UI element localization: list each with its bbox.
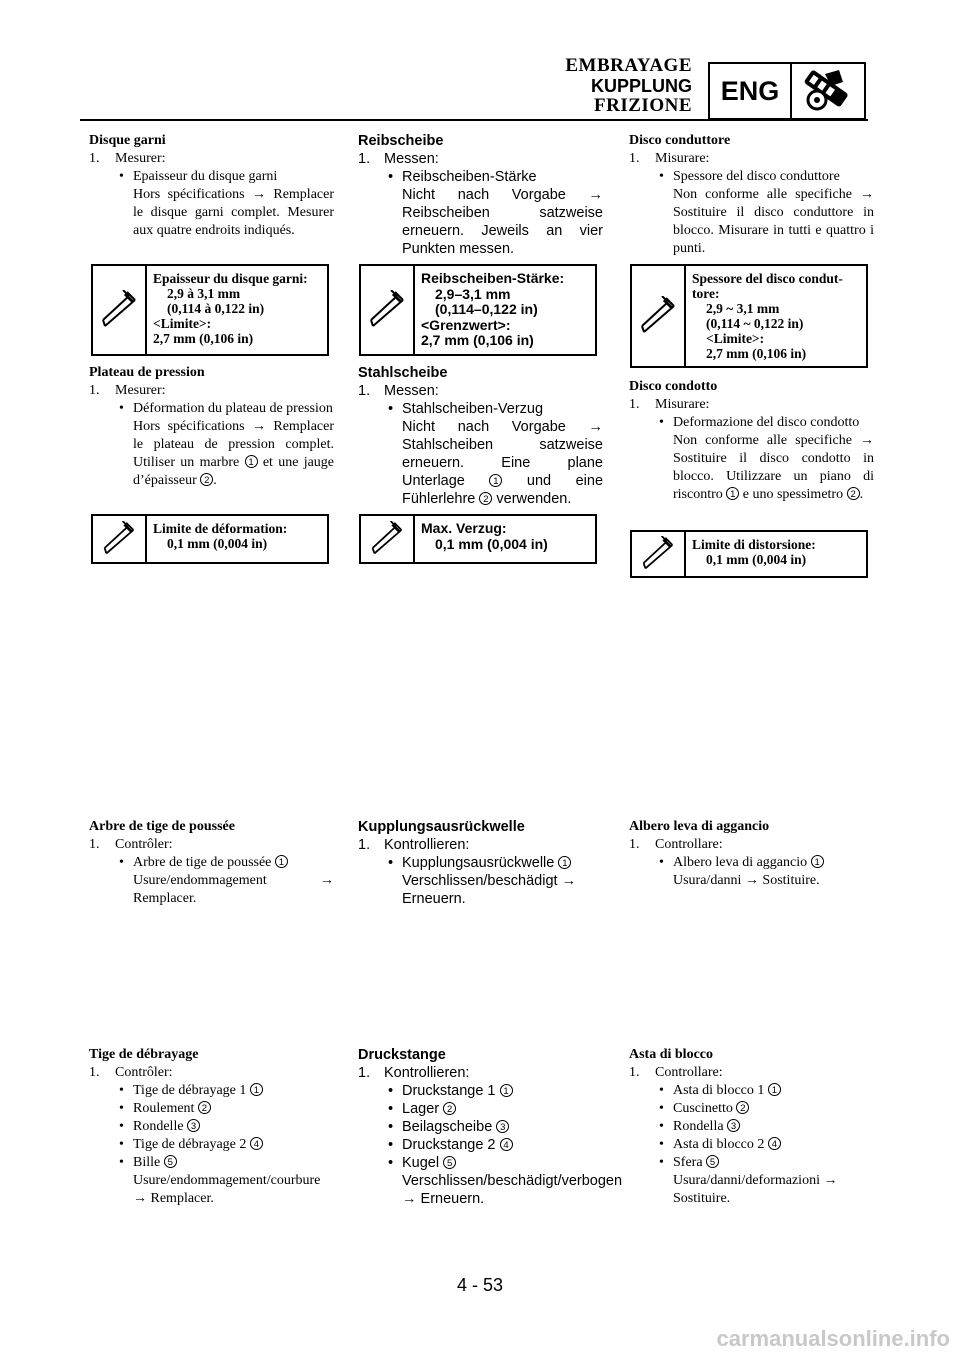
bullet-item: • Asta di blocco 2 4 (629, 1136, 874, 1154)
step-detail: Nicht nach Vorgabe → Stahlscheiben satzweise erneuern. Eine plane Unterlage 1 und eine Fühlerlehre 2 verwenden. (402, 419, 604, 507)
it-sec4 (629, 1046, 874, 1208)
fr-sec1 (89, 132, 334, 240)
section-heading: Disque garni (89, 133, 166, 148)
bullet-item: • Cuscinetto 2 (629, 1100, 874, 1118)
caliper-icon (93, 266, 147, 354)
fr-sec2 (89, 364, 334, 490)
bullet-item: • Beilagscheibe 3 (358, 1118, 603, 1136)
title-de: KUPPLUNG (590, 76, 692, 96)
section-heading: Kupplungsausrückwelle (358, 819, 525, 835)
section-heading: Plateau de pression (89, 365, 205, 380)
bullet-item: • Albero leva di aggancio 1 (629, 854, 874, 872)
callout-4: 4 (500, 1138, 513, 1151)
bullet-item: • Bille 5 (89, 1154, 334, 1172)
de-spec-thickness (359, 264, 597, 356)
spec-limit-label: <Limite>: (153, 316, 212, 331)
callout-2: 2 (198, 1101, 211, 1114)
bullet-item: • Reibscheiben-Stärke (388, 169, 537, 185)
it-sec3 (629, 818, 874, 890)
bullet-item: • Déformation du plateau de pression (119, 401, 333, 416)
callout-1: 1 (250, 1083, 263, 1096)
section-heading: Tige de débrayage (89, 1047, 199, 1062)
callout-1: 1 (558, 856, 571, 869)
spec-value: 0,1 mm (0,004 in) (167, 536, 268, 551)
step: 1. Messen: (358, 383, 439, 399)
bullet-item: • Kupplungsausrückwelle 1 (358, 854, 603, 872)
spec-value: (0,114 ~ 0,122 in) (706, 316, 804, 331)
callout-1: 1 (726, 487, 739, 500)
step: 1. Mesurer: (89, 383, 166, 398)
callout-2: 2 (736, 1101, 749, 1114)
bullet-item: • Arbre de tige de poussée 1 (89, 854, 334, 872)
bullet-item: • Lager 2 (358, 1100, 603, 1118)
bullet-item: • Asta di blocco 1 1 (629, 1082, 874, 1100)
bullet-item: • Tige de débrayage 1 1 (89, 1082, 334, 1100)
callout-1: 1 (811, 855, 824, 868)
watermark: carmanualsonline.info (716, 1326, 950, 1351)
bullet-item: • Kugel 5 (358, 1154, 603, 1172)
title-fr: EMBRAYAGE (565, 55, 692, 76)
step: 1. Kontrollieren: (358, 837, 470, 853)
step-detail: Non conforme alle specifiche → Sostituire il disco conduttore in blocco. Misurare in tutti e quattro i punti. (673, 187, 874, 256)
section-heading: Stahlscheibe (358, 365, 448, 381)
callout-2: 2 (847, 487, 860, 500)
section-heading: Disco conduttore (629, 133, 731, 148)
spec-value: 2,9 à 3,1 mm (167, 286, 241, 301)
callout-1: 1 (275, 855, 288, 868)
caliper-icon (361, 266, 415, 354)
eng-label: ENG (710, 64, 792, 118)
bullet-item: • Rondelle 3 (89, 1118, 334, 1136)
section-title (565, 56, 692, 116)
bullet-item: • Stahlscheiben-Verzug (388, 401, 544, 417)
section-heading: Druckstange (358, 1047, 446, 1063)
spec-label: Limite de déformation: (153, 521, 288, 536)
eng-badge (708, 62, 866, 120)
step: 1. Contrôler: (89, 837, 173, 852)
spec-label: Spessore del disco condut-tore: (692, 271, 843, 301)
callout-3: 3 (496, 1120, 509, 1133)
step-detail: Hors spécifications → Remplacer le disque garni complet. Mesurer aux quatre endroits indiqués. (133, 187, 334, 238)
step: 1. Contrôler: (89, 1065, 173, 1080)
de-sec3 (358, 818, 603, 908)
caliper-icon (632, 532, 686, 576)
fr-sec3 (89, 818, 334, 908)
bullet-item: • Tige de débrayage 2 4 (89, 1136, 334, 1154)
callout-4: 4 (250, 1137, 263, 1150)
header-rule (80, 119, 868, 121)
spec-label: Max. Verzug: (421, 520, 507, 536)
wrench-icon (792, 64, 864, 118)
caliper-icon (632, 266, 686, 366)
spec-limit-value: 2,7 mm (0,106 in) (706, 346, 807, 361)
section-heading: Albero leva di aggancio (629, 819, 770, 834)
bullet-item: • Epaisseur du disque garni (119, 169, 278, 184)
bullet-item: • Rondella 3 (629, 1118, 874, 1136)
callout-5: 5 (164, 1155, 177, 1168)
section-heading: Reibscheibe (358, 133, 444, 149)
spec-label: Epaisseur du disque garni: (153, 271, 308, 286)
step: 1. Controllare: (629, 1065, 723, 1080)
spec-value: 2,9 ~ 3,1 mm (706, 301, 780, 316)
de-sec2 (358, 364, 603, 508)
section-heading: Asta di blocco (629, 1047, 713, 1062)
caliper-icon (361, 516, 415, 562)
bullet-item: • Spessore del disco conduttore (659, 169, 840, 184)
it-spec-thickness (630, 264, 868, 368)
it-spec-deformation (630, 530, 868, 578)
de-spec-deformation (359, 514, 597, 564)
step: 1. Messen: (358, 151, 439, 167)
spec-value: (0,114–0,122 in) (435, 301, 538, 317)
bullet-item: • Roulement 2 (89, 1100, 334, 1118)
step-detail: Verschlissen/beschädigt/verbogen → Erneuern. (402, 1173, 623, 1207)
step: 1. Misurare: (629, 397, 710, 412)
callout-1: 1 (768, 1083, 781, 1096)
bullet-item: • Druckstange 1 1 (358, 1082, 603, 1100)
spec-value: 2,9–3,1 mm (435, 285, 511, 302)
caliper-icon (93, 516, 147, 562)
spec-label: Limite di distorsione: (692, 537, 816, 552)
spec-label: Reibscheiben-Stärke: (421, 270, 565, 286)
de-sec4 (358, 1046, 623, 1208)
callout-1: 1 (245, 455, 258, 468)
spec-limit-label: <Grenzwert>: (421, 316, 511, 333)
callout-3: 3 (187, 1119, 200, 1132)
spec-limit-value: 2,7 mm (0,106 in) (153, 331, 254, 346)
callout-4: 4 (768, 1137, 781, 1150)
step: 1. Kontrollieren: (358, 1065, 470, 1081)
bullet-item: • Druckstange 2 4 (358, 1136, 603, 1154)
step: 1. Mesurer: (89, 151, 166, 166)
spec-value: 0,1 mm (0,004 in) (435, 535, 548, 552)
step-detail: Usure/endommagement/courbure → Remplacer. (133, 1173, 321, 1206)
step-detail: Usure/endommagement → Remplacer. (133, 873, 334, 906)
step-detail: Nicht nach Vorgabe → Reibscheiben satzweise erneuern. Jeweils an vier Punkten messen. (402, 187, 603, 257)
spec-value: 0,1 mm (0,004 in) (706, 552, 807, 567)
callout-3: 3 (727, 1119, 740, 1132)
callout-2: 2 (200, 473, 213, 486)
bullet-item: • Deformazione del disco condotto (659, 415, 860, 430)
section-heading: Arbre de tige de poussée (89, 819, 235, 834)
callout-5: 5 (443, 1156, 456, 1169)
step: 1. Controllare: (629, 837, 723, 852)
step-detail: Usura/danni/deformazioni → Sostituire. (673, 1173, 838, 1206)
spec-value: (0,114 à 0,122 in) (167, 301, 265, 316)
fr-sec4 (89, 1046, 334, 1208)
bullet-item: • Sfera 5 (629, 1154, 874, 1172)
title-it: FRIZIONE (594, 95, 692, 116)
callout-5: 5 (706, 1155, 719, 1168)
callout-2: 2 (443, 1102, 456, 1115)
step: 1. Misurare: (629, 151, 710, 166)
callout-2: 2 (479, 492, 492, 505)
spec-limit-label: <Limite>: (706, 331, 765, 346)
callout-1: 1 (489, 474, 502, 487)
fr-spec-deformation (91, 514, 329, 564)
step-detail: Usura/danni → Sostituire. (673, 873, 820, 888)
step-detail: Verschlissen/beschädigt → Erneuern. (402, 873, 577, 907)
it-sec1 (629, 132, 874, 258)
it-sec2 (629, 378, 874, 504)
fr-spec-thickness (91, 264, 329, 356)
callout-1: 1 (500, 1084, 513, 1097)
de-sec1 (358, 132, 603, 258)
page-number: 4 - 53 (456, 1275, 504, 1295)
spec-limit-value: 2,7 mm (0,106 in) (421, 332, 534, 348)
section-heading: Disco condotto (629, 379, 718, 394)
step-detail: Hors spécifications → Remplacer le plateau de pression complet. Utiliser un marbre 1 et une jauge d’épaisseur 2 . (133, 419, 335, 488)
step-detail: Non conforme alle specifiche → Sostituire il disco condotto in blocco. Utilizzare un piano di riscontro 1 e uno spessimetro 2 . (673, 433, 874, 502)
